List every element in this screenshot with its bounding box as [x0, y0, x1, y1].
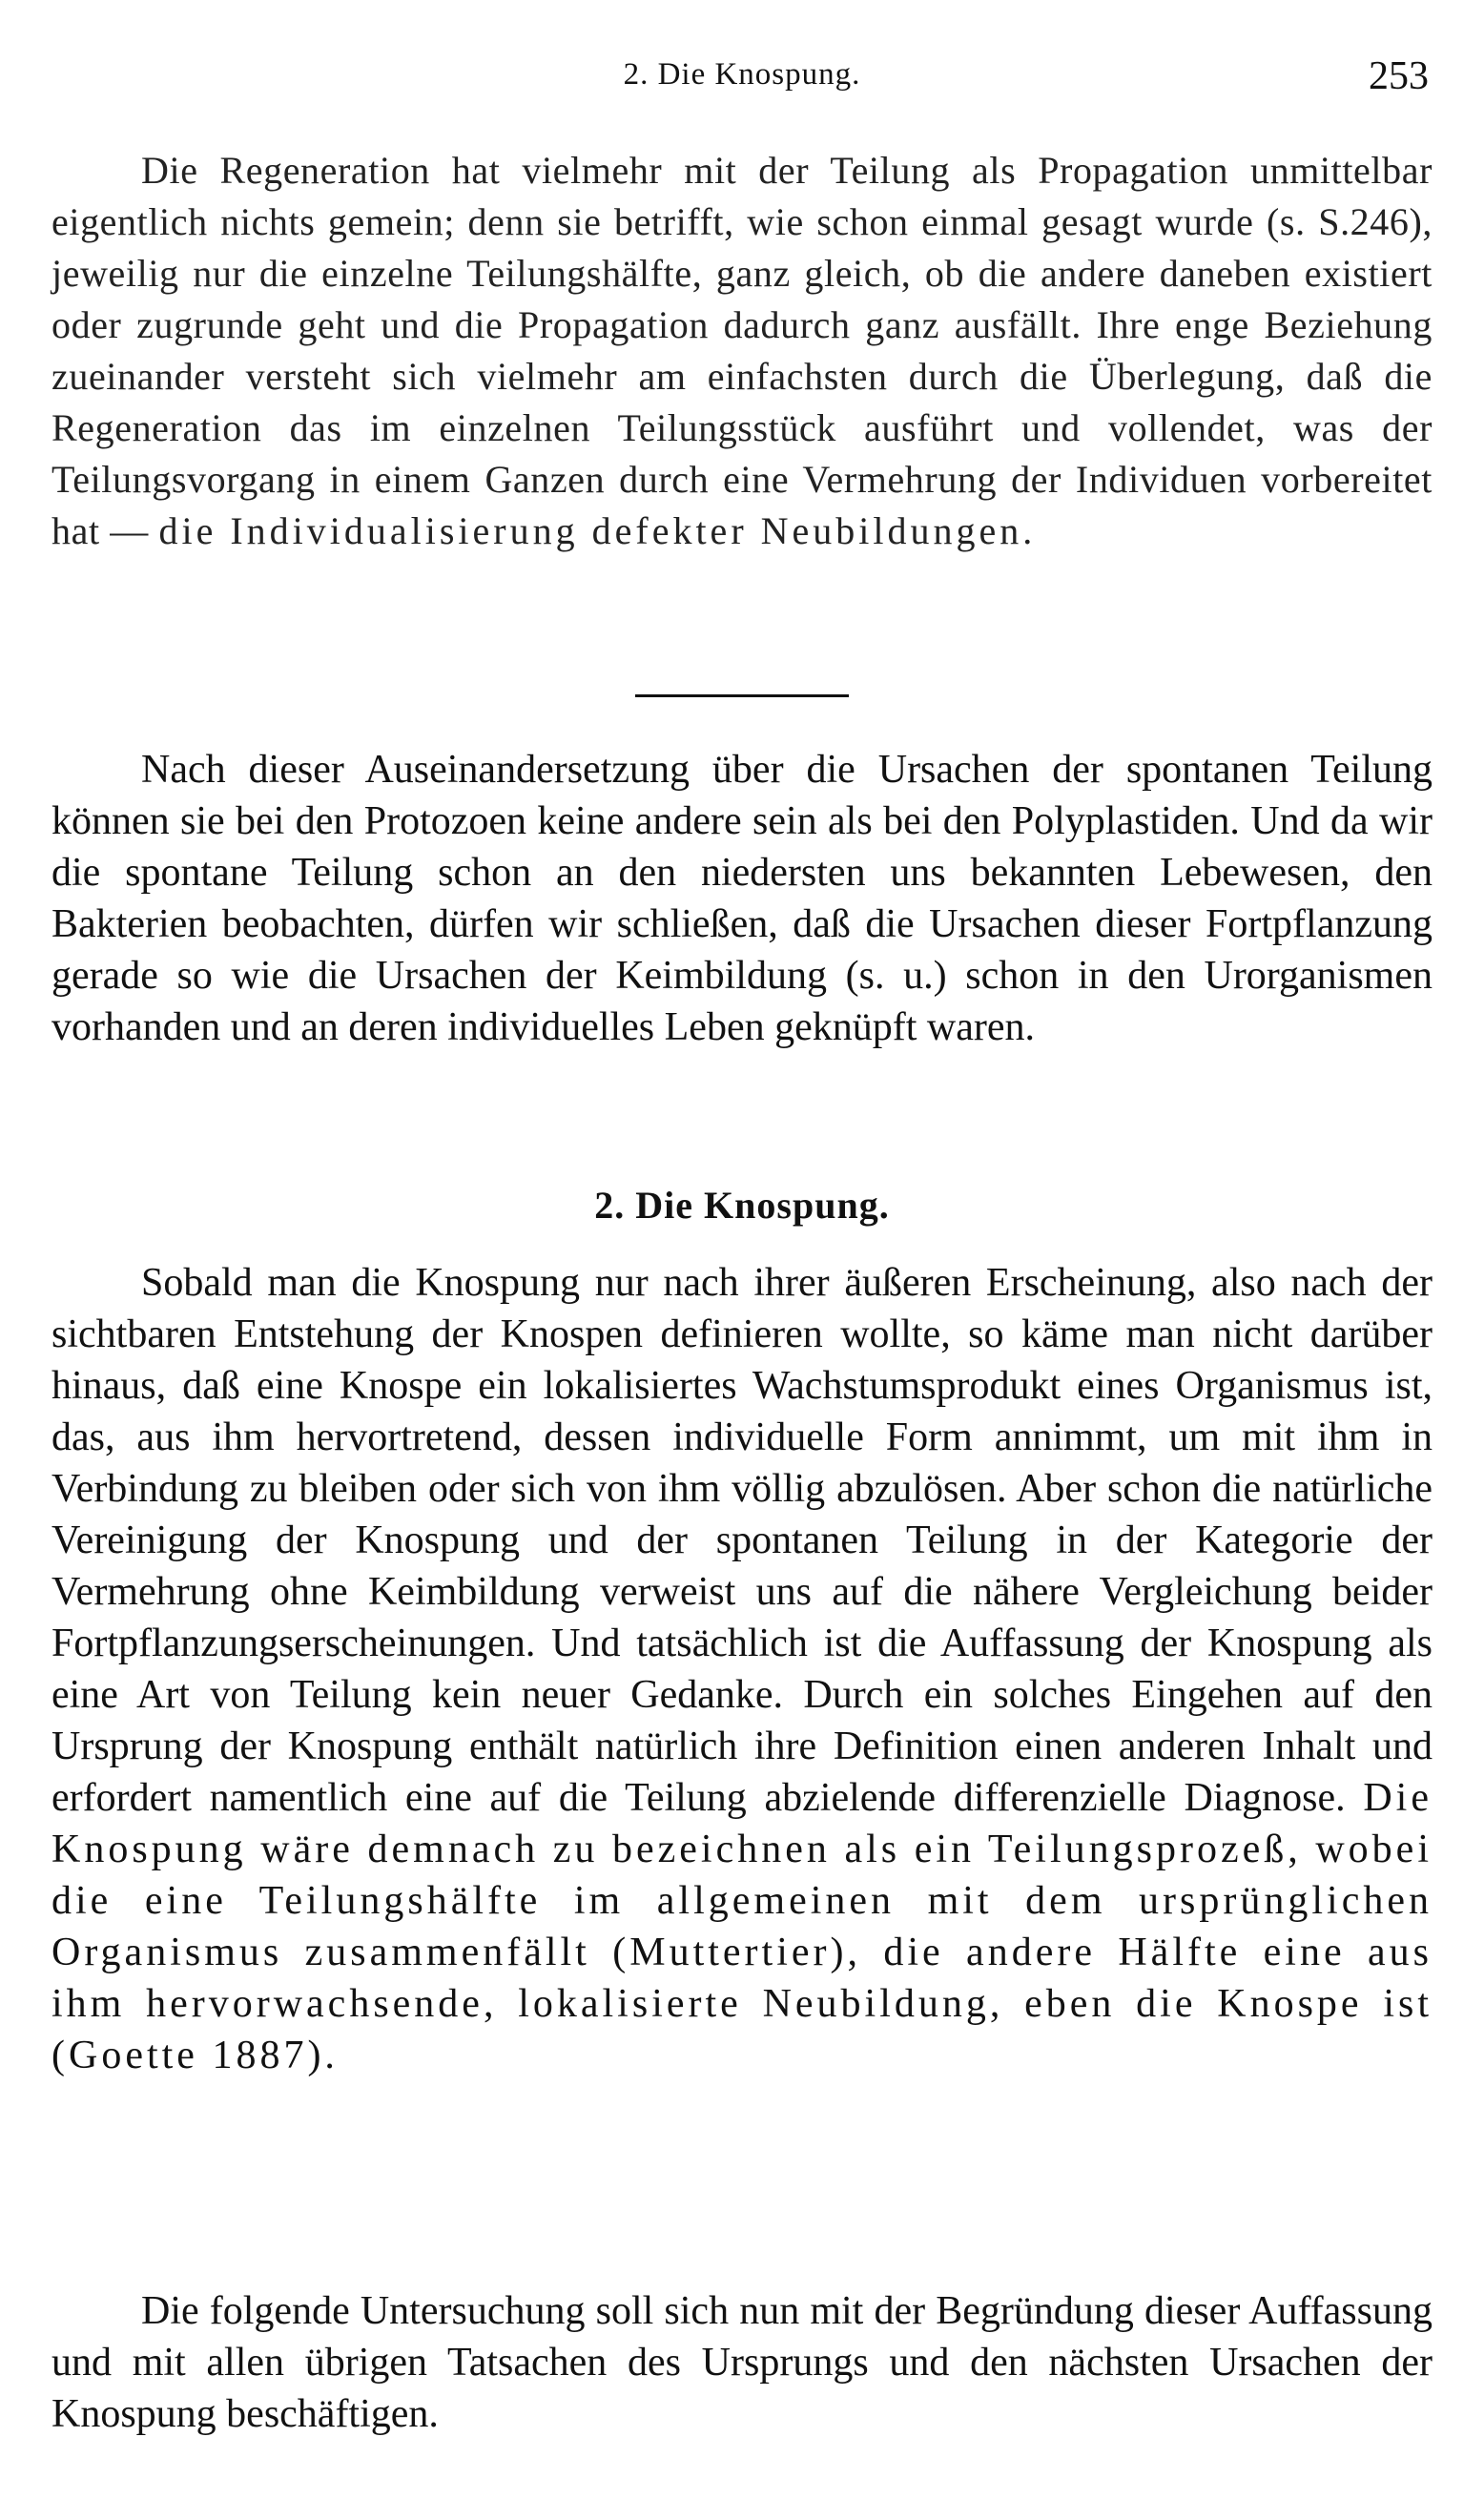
section-divider-rule — [635, 694, 849, 697]
paragraph-regeneration — [52, 145, 1432, 557]
paragraph-untersuchung: Die folgende Untersuchung soll sich nun mit der Begründung dieser Auffassung und mit allen übrigen Tatsachen des Ursprungs und den nächsten Ursachen der Knospung beschäftigen. — [52, 2289, 1432, 2436]
spaced-definition: Die Knospung wäre demnach zu bezeichnen als ein Teilungsprozeß, wobei die eine Teilungshälfte im allgemeinen mit dem ursprünglichen Organismus zusammenfällt (Muttertier), die andere Hälfte eine aus ihm hervorwachsende, lokalisierte Neubildung, eben die Knospe ist (Goette 1887). — [52, 1776, 1432, 2077]
spaced-emphasis: die Individualisierung defekter Neubildungen — [158, 509, 1023, 552]
paragraph-regeneration-text: Die Regeneration hat vielmehr mit der Teilung als Propagation unmittelbar eigentlich nichts gemein; denn sie betrifft, wie schon einmal gesagt wurde (s. S.246), jeweilig nur die einzelne Teilungshälfte, ganz gleich, ob die andere daneben existiert oder zugrunde geht und die Propagation dadurch ganz ausfällt. Ihre enge Beziehung zueinander versteht sich vielmehr am einfachsten durch die Überlegung, daß die Regeneration das im einzelnen Teilungsstück ausführt und vollendet, was der Teilungsvorgang in einem Ganzen durch eine Vermehrung der Individuen vorbereitet hat — — [52, 149, 1432, 552]
section-heading: 2. Die Knospung. — [594, 1184, 890, 1227]
page-number: 253 — [1369, 54, 1429, 98]
page-header — [52, 50, 1432, 107]
paragraph-knospung-text: Sobald man die Knospung nur nach ihrer äußeren Erscheinung, also nach der sichtbaren Entstehung der Knospen definieren wollte, so käme man nicht darüber hinaus, daß eine Knospe ein lokalisiertes Wachstumsprodukt eines Organismus ist, das, aus ihm hervortretend, dessen individuelle Form annimmt, um mit ihm in Verbindung zu bleiben oder sich von ihm völlig abzulösen. Aber schon die natürliche Vereinigung der Knospung und der spontanen Teilung in der Kategorie der Vermehrung ohne Keimbildung verweist uns auf die nähere Vergleichung beider Fortpflanzungserscheinungen. Und tatsächlich ist die Auffassung der Knospung als eine Art von Teilung kein neuer Gedanke. Durch ein solches Eingehen auf den Ursprung der Knospung enthält natürlich ihre Definition einen anderen Inhalt und erfordert namentlich eine auf die Teilung abzielende differenzielle Diagnose. — [52, 1261, 1432, 1820]
running-head: 2. Die Knospung. — [623, 57, 861, 92]
book-page — [52, 0, 1432, 2520]
paragraph-regeneration-end: . — [1022, 509, 1033, 552]
paragraph-teilung-ursachen: Nach dieser Auseinandersetzung über die Ursachen der spontanen Teilung können sie bei den Protozoen keine andere sein als bei den Polyplastiden. Und da wir die spontane Teilung schon an den niedersten uns bekannten Lebewesen, den Bakterien beobachten, dürfen wir schließen, daß die Ursachen dieser Fortpflanzung gerade so wie die Ursachen der Keimbildung (s. u.) schon in den Urorganismen vorhanden und an deren individuelles Leben geknüpft waren. — [52, 748, 1432, 1049]
paragraph-knospung-definition — [52, 1257, 1432, 2081]
